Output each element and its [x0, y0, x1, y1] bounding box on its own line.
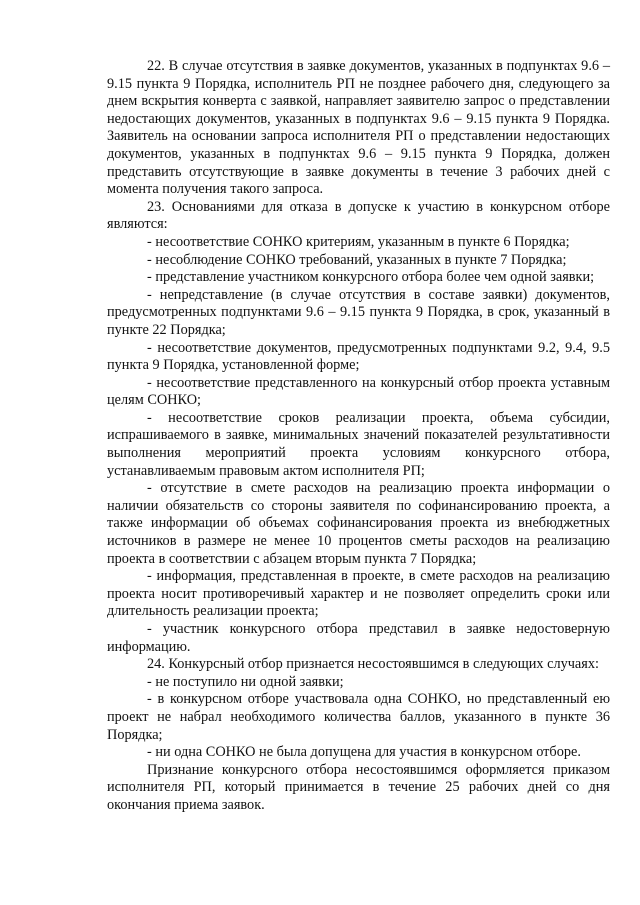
- paragraph-22: 22. В случае отсутствия в заявке документов, указанных в подпунктах 9.6 – 9.15 пункта 9 Порядка, исполнитель РП не позднее рабочего дня, следующего за днем вскрытия конверта с заявкой, направляет заявителю запрос о представлении недостающих документов, указанных в подпунктах 9.6 – 9.15 пункта 9 Порядка. Заявитель на основании запроса исполнителя РП о представлении недостающих документов, указанных в подпунктах 9.6 – 9.15 пункта 9 Порядка, должен представить отсутствующие в заявке документы в течение 3 рабочих дней с момента получения такого запроса.: [107, 58, 610, 198]
- closing-paragraph: Признание конкурсного отбора несостоявшимся оформляется приказом исполнителя РП, который принимается в течение 25 рабочих дней со дня окончания приема заявок.: [107, 761, 610, 813]
- list-item: - непредставление (в случае отсутствия в составе заявки) документов, предусмотренных подпунктами 9.6 – 9.15 пункта 9 Порядка, в срок, указанный в пункте 22 Порядка;: [107, 286, 610, 338]
- list-item: - несоблюдение СОНКО требований, указанных в пункте 7 Порядка;: [147, 251, 567, 268]
- list-item: - в конкурсном отборе участвовала одна СОНКО, но представленный ею проект не набрал необходимого количества баллов, указанного в пункте 36 Порядка;: [107, 691, 610, 743]
- list-item: - представление участником конкурсного отбора более чем одной заявки;: [147, 269, 595, 286]
- list-item: - ни одна СОНКО не была допущена для участия в конкурсном отборе.: [147, 744, 581, 761]
- list-item: - несоответствие представленного на конкурсный отбор проекта уставным целям СОНКО;: [107, 374, 610, 409]
- list-item: - отсутствие в смете расходов на реализацию проекта информации о наличии обязательств со стороны заявителя по софинансированию проекта, а также информации об объемах софинансирования проекта из внебюджетных источников в размере не менее 10 процентов сметы расходов на реализацию проекта в соответствии с абзацем вторым пункта 7 Порядка;: [107, 480, 610, 567]
- paragraph-24: 24. Конкурсный отбор признается несостоявшимся в следующих случаях:: [147, 656, 599, 673]
- list-item: - несоответствие сроков реализации проекта, объема субсидии, испрашиваемого в заявке, минимальных значений показателей результативности выполнения мероприятий проекта условиям конкурсного отбора, устанавливаемым правовым актом исполнителя РП;: [107, 409, 610, 479]
- list-item: - несоответствие документов, предусмотренных подпунктами 9.2, 9.4, 9.5 пункта 9 Порядка, установленной форме;: [107, 339, 610, 374]
- list-item: - несоответствие СОНКО критериям, указанным в пункте 6 Порядка;: [147, 233, 570, 250]
- list-item: - участник конкурсного отбора представил в заявке недостоверную информацию.: [107, 621, 610, 655]
- list-item: - информация, представленная в проекте, в смете расходов на реализацию проекта носит противоречивый характер и не позволяет определить сроки или длительность реализации проекта;: [107, 568, 610, 620]
- list-item: - не поступило ни одной заявки;: [147, 673, 344, 690]
- paragraph-23: 23. Основаниями для отказа в допуске к участию в конкурсном отборе являются:: [107, 198, 610, 233]
